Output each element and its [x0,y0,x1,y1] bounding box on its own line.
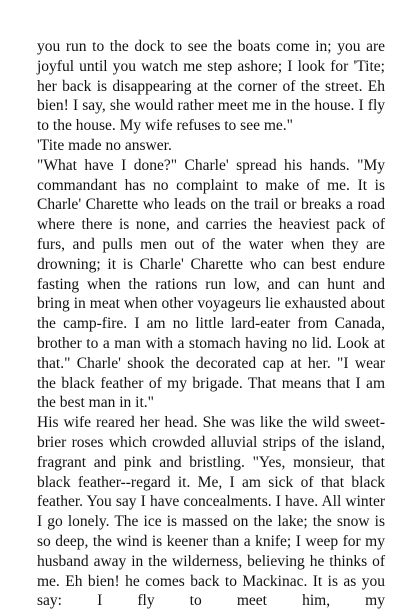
paragraph-1: you run to the dock to see the boats come in; you are joyful until you watch me step ashore; I look for 'Tite; her back is disappearing at the corner of the street. Eh bien! I say, she would rather meet me in the house. I fly to the house. My wife refuses to see me." [37,38,385,135]
page-text [37,37,385,611]
paragraph-4: His wife reared her head. She was like the wild sweet-brier roses which crowded alluvial strips of the island, fragrant and pink and bristling. "Yes, monsieur, that black feather--regard it. Me, I am sick of that black feather. You say I have concealments. I have. All winter I go lonely. The ice is massed on the lake; the snow is so deep, the wind is keener than a knife; I weep for my husband away in the wilderness, believing he thinks of me. Eh bien! he comes back to Mackinac. It is as you say: I fly to meet him, my [37,414,385,610]
paragraph-2: 'Tite made no answer. [37,136,172,154]
paragraph-3: "What have I done?" Charle' spread his hands. "My commandant has no complaint to make of me. It is Charle' Charette who leads on the trail or breaks a road where there is none, and carries the heaviest pack of furs, and pulls men out of the water when they are drowning; it is Charle' Charette who can best endure fasting when the rations run low, and can hunt and bring in meat when other voyageurs lie exhausted about the camp-fire. I am no little lard-eater from Canada, brother to a man with a stomach having no lid. Look at that." Charle' shook the decorated cap at her. "I wear the black feather of my brigade. That means that I am the best man in it." [37,156,385,412]
